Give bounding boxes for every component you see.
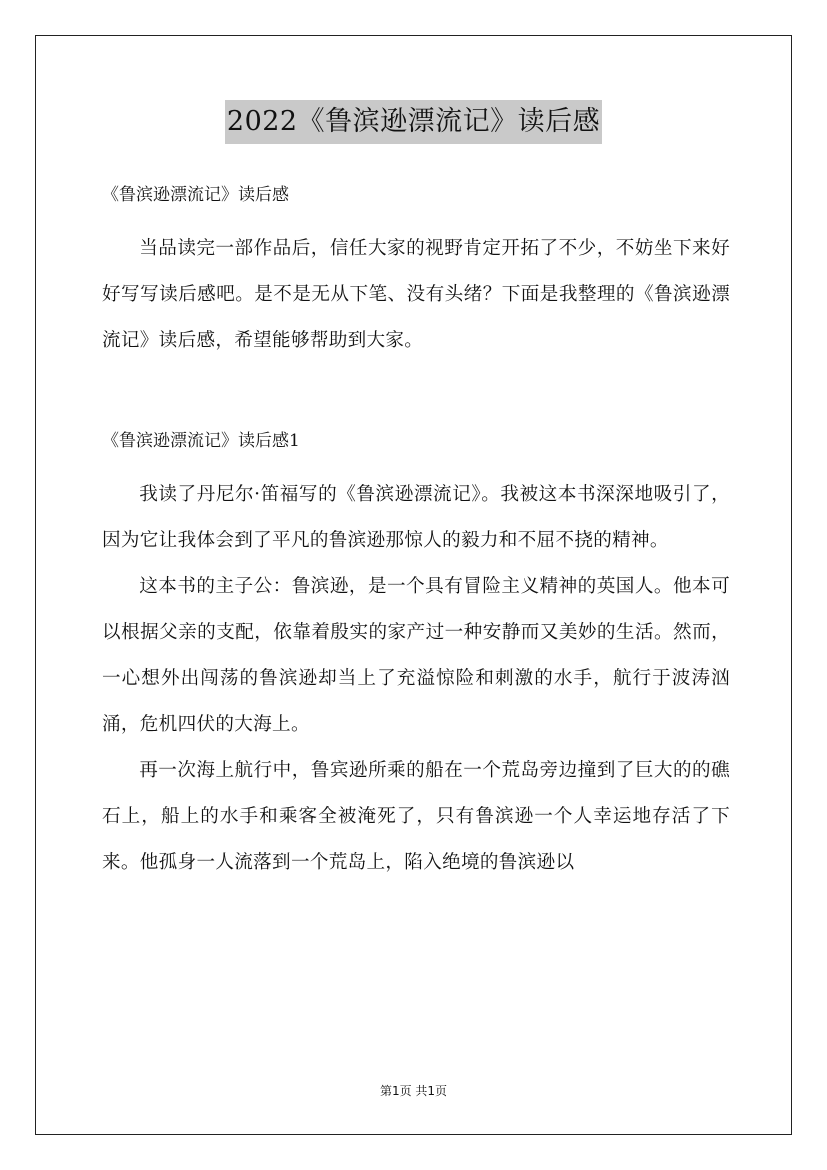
title-container <box>0 100 827 144</box>
page-footer: 第1页 共1页 <box>379 1084 448 1098</box>
body-paragraph-2: 这本书的主子公：鲁滨逊，是一个具有冒险主义精神的英国人。他本可以根据父亲的支配，依靠着殷实的家产过一种安静而又美妙的生活。然而，一心想外出闯荡的鲁滨逊却当上了充溢惊险和刺激的水手，航行于波涛汹涌，危机四伏的大海上。 <box>102 576 730 735</box>
intro-paragraph: 当品读完一部作品后，信任大家的视野肯定开拓了不少，不妨坐下来好好写写读后感吧。是不是无从下笔、没有头绪？下面是我整理的《鲁滨逊漂流记》读后感，希望能够帮助到大家。 <box>102 238 730 351</box>
document-body <box>102 172 730 886</box>
body-paragraph-3: 再一次海上航行中，鲁宾逊所乘的船在一个荒岛旁边撞到了巨大的的礁石上，船上的水手和乘客全被淹死了，只有鲁滨逊一个人幸运地存活了下来。他孤身一人流落到一个荒岛上，陷入绝境的鲁滨逊以 <box>102 760 730 873</box>
section-heading: 《鲁滨逊漂流记》读后感1 <box>102 431 300 451</box>
body-paragraph-1: 我读了丹尼尔·笛福写的《鲁滨逊漂流记》。我被这本书深深地吸引了，因为它让我体会到了平凡的鲁滨逊那惊人的毅力和不屈不挠的精神。 <box>102 484 730 551</box>
intro-heading: 《鲁滨逊漂流记》读后感 <box>102 185 289 205</box>
document-title: 2022《鲁滨逊漂流记》读后感 <box>225 100 602 144</box>
